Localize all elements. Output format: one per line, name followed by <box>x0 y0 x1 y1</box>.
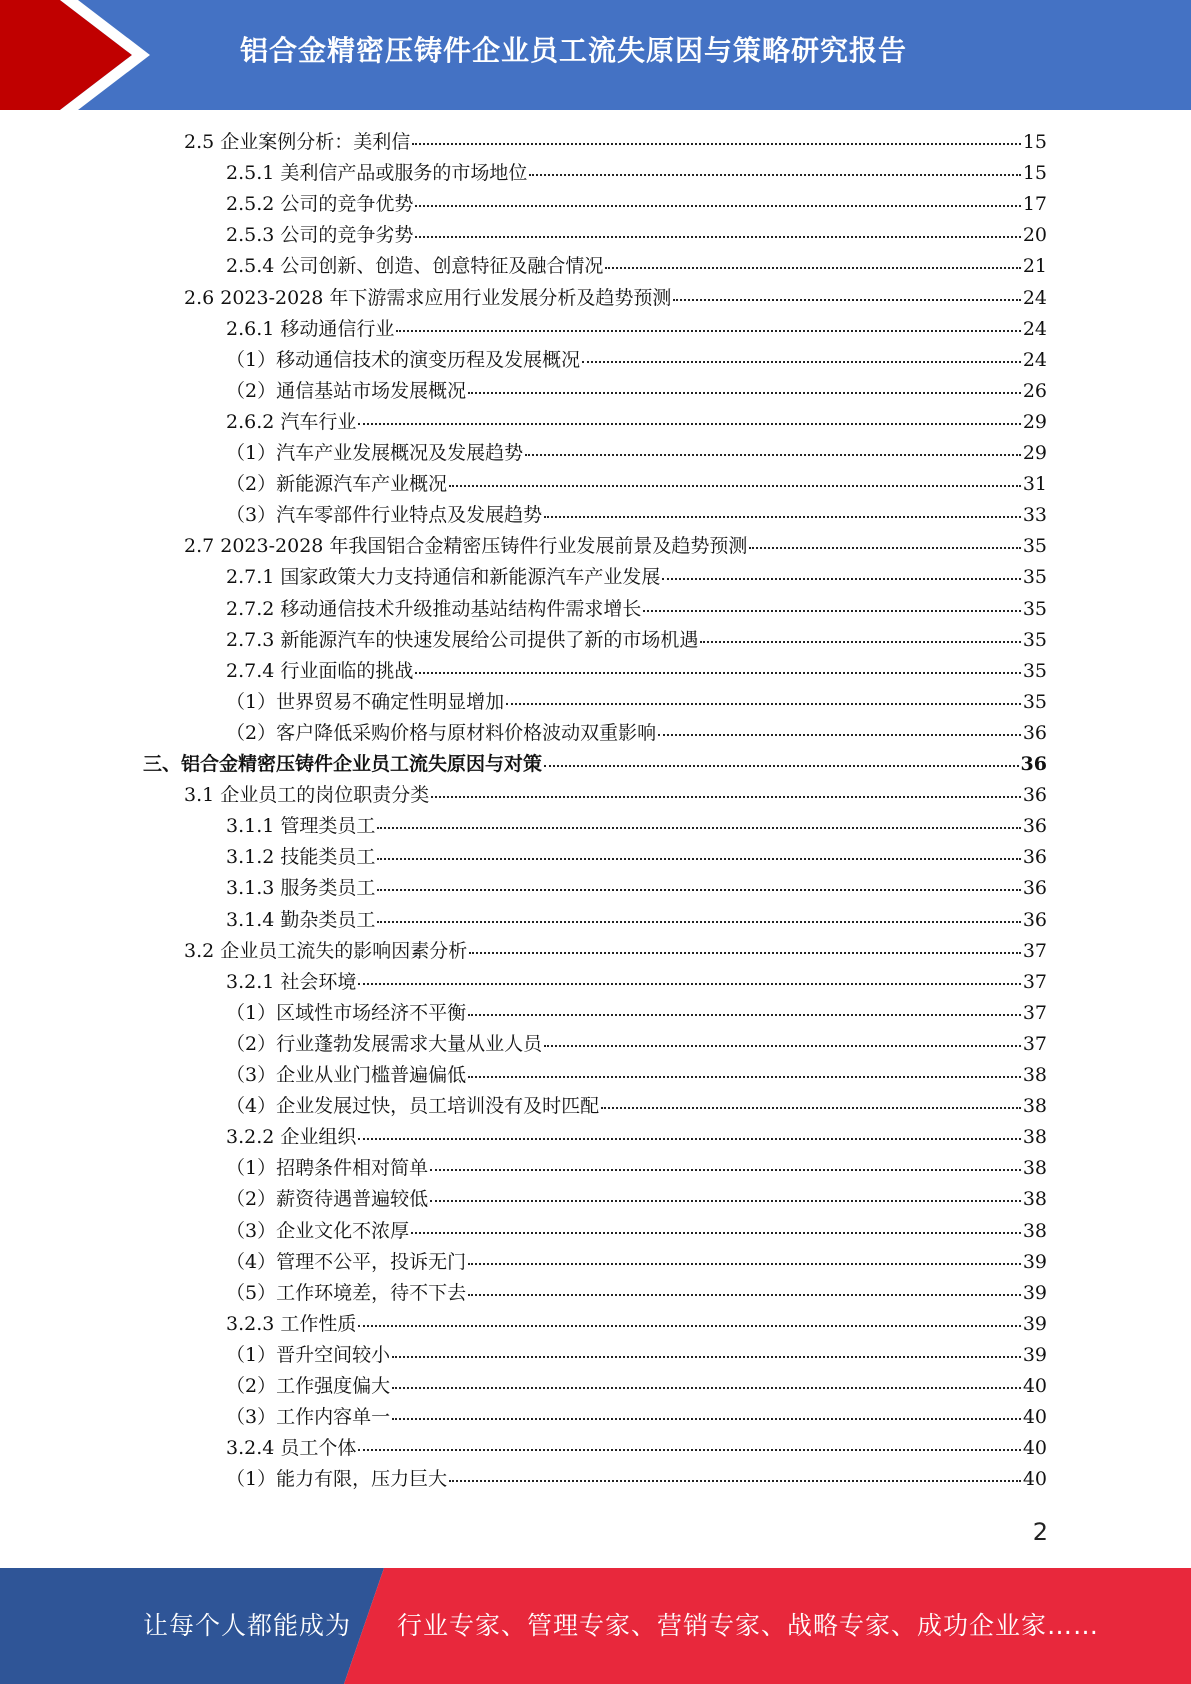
toc-entry-page: 39 <box>1022 1343 1047 1366</box>
toc-dot-leader <box>468 388 1021 394</box>
toc-dot-leader <box>415 201 1020 207</box>
toc-dot-leader <box>469 948 1021 954</box>
toc-entry-page: 31 <box>1022 473 1047 496</box>
toc-entry-title: 2.5.4 公司创新、创造、创意特征及融合情况 <box>226 255 604 278</box>
toc-dot-leader <box>605 263 1020 269</box>
toc-dot-leader <box>377 823 1020 829</box>
toc-entry-title: 2.6.1 移动通信行业 <box>226 317 395 340</box>
toc-entry-page: 40 <box>1022 1406 1047 1429</box>
toc-entry-title: 2.5 企业案例分析：美利信 <box>184 131 411 153</box>
toc-entry[interactable] <box>143 749 1047 776</box>
toc-entry[interactable] <box>226 967 1047 994</box>
toc-entry-title: 3.2.2 企业组织 <box>226 1126 357 1149</box>
toc-entry-title: （1）世界贸易不确定性明显增加 <box>226 690 505 713</box>
toc-entry-page: 40 <box>1022 1437 1047 1460</box>
toc-dot-leader <box>377 885 1020 891</box>
toc-entry-page: 40 <box>1022 1375 1047 1397</box>
toc-entry[interactable] <box>226 1122 1047 1149</box>
toc-entry-page: 24 <box>1022 317 1047 340</box>
toc-entry-title: 3.1.4 勤杂类员工 <box>226 908 376 931</box>
toc-dot-leader <box>601 1103 1021 1109</box>
toc-entry-page: 35 <box>1022 690 1047 713</box>
toc-entry-title: （2）新能源汽车产业概况 <box>226 473 448 496</box>
toc-entry-page: 15 <box>1022 162 1047 185</box>
toc-entry-page: 36 <box>1022 908 1047 931</box>
page-header <box>0 0 1191 110</box>
toc-entry[interactable] <box>226 1247 1047 1274</box>
toc-entry[interactable] <box>226 1340 1047 1367</box>
toc-entry-page: 37 <box>1022 1032 1047 1055</box>
toc-entry-title: 2.7.4 行业面临的挑战 <box>226 659 414 682</box>
toc-entry-page: 38 <box>1022 1126 1047 1149</box>
toc-entry[interactable] <box>226 345 1047 372</box>
toc-entry-title: （4）企业发展过快，员工培训没有及时匹配 <box>226 1095 600 1118</box>
toc-entry-page: 36 <box>1022 815 1047 838</box>
toc-entry[interactable] <box>226 594 1047 621</box>
toc-entry-title: （1）晋升空间较小 <box>226 1343 391 1366</box>
footer-slogan-left: 让每个人都能成为 <box>143 1611 352 1640</box>
toc-entry[interactable] <box>226 811 1047 838</box>
toc-entry-title: 3.1.2 技能类员工 <box>226 846 376 869</box>
toc-dot-leader <box>358 1134 1020 1140</box>
toc-entry[interactable] <box>226 251 1047 278</box>
toc-dot-leader <box>449 481 1021 487</box>
toc-entry-title: 2.7.3 新能源汽车的快速发展给公司提供了新的市场机遇 <box>226 628 699 651</box>
toc-entry-page: 35 <box>1022 535 1047 558</box>
toc-entry-page: 36 <box>1022 877 1047 900</box>
toc-entry-title: 3.1.1 管理类员工 <box>226 815 376 838</box>
toc-entry[interactable] <box>226 1402 1047 1429</box>
toc-entry[interactable] <box>226 158 1047 185</box>
toc-dot-leader <box>430 1196 1021 1202</box>
toc-entry-title: 3.2.1 社会环境 <box>226 970 357 993</box>
toc-entry[interactable] <box>226 1091 1047 1118</box>
toc-dot-leader <box>358 419 1020 425</box>
toc-dot-leader <box>658 730 1021 736</box>
toc-entry-title: 2.6.2 汽车行业 <box>226 410 357 433</box>
page-footer <box>0 1568 1191 1684</box>
toc-entry-page: 40 <box>1022 1468 1047 1491</box>
toc-entry-title: 2.5.2 公司的竞争优势 <box>226 193 414 216</box>
toc-entry[interactable] <box>226 469 1047 496</box>
toc-entry-title: （3）工作内容单一 <box>226 1406 391 1429</box>
toc-entry-page: 29 <box>1022 442 1047 464</box>
toc-entry-title: 2.6 2023-2028 年下游需求应用行业发展分析及趋势预测 <box>184 286 672 309</box>
toc-entry-page: 21 <box>1022 255 1047 278</box>
toc-entry[interactable] <box>226 1060 1047 1087</box>
toc-entry-page: 39 <box>1022 1312 1047 1335</box>
toc-entry-page: 39 <box>1022 1281 1047 1304</box>
toc-entry-title: 2.7.2 移动通信技术升级推动基站结构件需求增长 <box>226 597 642 620</box>
toc-dot-leader <box>468 1010 1021 1016</box>
footer-slogan-right: 行业专家、管理专家、营销专家、战略专家、成功企业家…… <box>397 1611 1100 1640</box>
toc-entry[interactable] <box>184 127 1047 154</box>
toc-entry-page: 24 <box>1022 286 1047 309</box>
toc-dot-leader <box>468 1290 1021 1296</box>
toc-entry[interactable] <box>226 1278 1047 1305</box>
toc-entry-title: 2.7.1 国家政策大力支持通信和新能源汽车产业发展 <box>226 566 661 589</box>
toc-dot-leader <box>392 1414 1021 1420</box>
toc-entry-title: 3.1.3 服务类员工 <box>226 877 376 900</box>
toc-entry[interactable] <box>226 625 1047 652</box>
toc-entry-page: 38 <box>1022 1219 1047 1242</box>
toc-dot-leader <box>449 1476 1021 1482</box>
toc-dot-leader <box>544 512 1021 518</box>
toc-entry-page: 38 <box>1022 1188 1047 1211</box>
toc-entry-page: 36 <box>1022 784 1047 807</box>
toc-entry-page: 38 <box>1022 1157 1047 1180</box>
toc-entry[interactable] <box>226 438 1047 465</box>
toc-entry-title: 2.5.3 公司的竞争劣势 <box>226 224 414 247</box>
toc-entry[interactable] <box>226 1309 1047 1336</box>
toc-entry-title: （4）管理不公平，投诉无门 <box>226 1250 467 1273</box>
toc-dot-leader <box>396 326 1020 332</box>
toc-entry-title: （3）企业从业门槛普遍偏低 <box>226 1064 467 1086</box>
toc-dot-leader <box>700 637 1020 643</box>
toc-entry-title: 2.7 2023-2028 年我国铝合金精密压铸件行业发展前景及趋势预测 <box>184 535 748 558</box>
toc-entry[interactable] <box>226 1371 1047 1398</box>
toc-dot-leader <box>377 854 1020 860</box>
toc-entry[interactable] <box>226 376 1047 403</box>
toc-entry[interactable] <box>226 1433 1047 1460</box>
toc-dot-leader <box>415 668 1020 674</box>
toc-dot-leader <box>673 295 1020 301</box>
toc-entry-page: 38 <box>1022 1064 1047 1086</box>
toc-entry[interactable] <box>226 687 1047 714</box>
toc-entry-title: 三、铝合金精密压铸件企业员工流失原因与对策 <box>143 753 543 775</box>
toc-entry-title: （2）薪资待遇普遍较低 <box>226 1188 429 1211</box>
toc-entry-title: （1）能力有限，压力巨大 <box>226 1468 448 1491</box>
toc-entry-page: 35 <box>1022 628 1047 651</box>
toc-dot-leader <box>377 917 1020 923</box>
toc-entry-page: 29 <box>1022 410 1047 433</box>
toc-dot-leader <box>415 232 1020 238</box>
toc-entry-title: 2.5.1 美利信产品或服务的市场地位 <box>226 162 528 185</box>
toc-entry[interactable] <box>226 873 1047 900</box>
toc-entry-page: 17 <box>1022 193 1047 216</box>
toc-entry[interactable] <box>226 905 1047 932</box>
toc-entry[interactable] <box>184 531 1047 558</box>
report-title: 铝合金精密压铸件企业员工流失原因与策略研究报告 <box>240 34 908 67</box>
toc-dot-leader <box>506 699 1021 705</box>
toc-entry[interactable] <box>226 314 1047 341</box>
toc-entry-title: （2）通信基站市场发展概况 <box>226 379 467 402</box>
toc-entry-page: 35 <box>1022 597 1047 620</box>
toc-entry[interactable] <box>226 189 1047 216</box>
toc-entry-page: 20 <box>1022 224 1047 247</box>
toc-entry-title: （5）工作环境差，待不下去 <box>226 1281 467 1304</box>
toc-entry[interactable] <box>226 407 1047 434</box>
toc-dot-leader <box>544 1041 1021 1047</box>
toc-dot-leader <box>430 1165 1021 1171</box>
toc-dot-leader <box>411 1228 1021 1234</box>
toc-entry-page: 36 <box>1020 753 1047 775</box>
toc-dot-leader <box>468 1072 1021 1078</box>
toc-entry[interactable] <box>226 1464 1047 1491</box>
toc-entry[interactable] <box>226 656 1047 683</box>
toc-dot-leader <box>392 1383 1021 1389</box>
toc-entry[interactable] <box>226 1029 1047 1056</box>
toc-entry-page: 33 <box>1022 504 1047 527</box>
toc-entry[interactable] <box>226 1216 1047 1243</box>
toc-dot-leader <box>358 1321 1020 1327</box>
page-number: 2 <box>1032 1518 1048 1546</box>
toc-entry-page: 36 <box>1022 846 1047 869</box>
toc-entry-title: （3）企业文化不浓厚 <box>226 1219 410 1242</box>
toc-dot-leader <box>662 574 1020 580</box>
toc-entry-page: 38 <box>1022 1095 1047 1118</box>
toc-entry-page: 37 <box>1022 970 1047 993</box>
toc-dot-leader <box>468 1259 1021 1265</box>
toc-dot-leader <box>412 139 1021 145</box>
toc-dot-leader <box>544 761 1019 767</box>
toc-dot-leader <box>358 1445 1020 1451</box>
toc-entry-page: 35 <box>1022 566 1047 589</box>
toc-entry[interactable] <box>226 220 1047 247</box>
toc-entry[interactable] <box>226 562 1047 589</box>
toc-entry-page: 37 <box>1022 1001 1047 1024</box>
toc-entry-title: （1）区域性市场经济不平衡 <box>226 1001 467 1024</box>
toc-entry-page: 37 <box>1022 939 1047 962</box>
toc-entry-title: （3）汽车零部件行业特点及发展趋势 <box>226 504 543 527</box>
toc-dot-leader <box>431 792 1021 798</box>
toc-dot-leader <box>392 1352 1021 1358</box>
toc-dot-leader <box>525 450 1021 456</box>
toc-entry[interactable] <box>226 998 1047 1025</box>
toc-entry-title: （1）移动通信技术的演变历程及发展概况 <box>226 348 581 371</box>
toc-entry-page: 35 <box>1022 659 1047 682</box>
toc-entry-title: 3.2.3 工作性质 <box>226 1312 357 1335</box>
toc-entry-title: （1）招聘条件相对简单 <box>226 1157 429 1180</box>
toc-entry-title: 3.2.4 员工个体 <box>226 1437 357 1460</box>
toc-entry[interactable] <box>184 780 1047 807</box>
toc-entry[interactable] <box>226 1184 1047 1211</box>
toc-entry[interactable] <box>226 842 1047 869</box>
toc-dot-leader <box>749 543 1020 549</box>
toc-entry[interactable] <box>226 718 1047 745</box>
toc-entry-page: 15 <box>1022 131 1047 153</box>
toc-entry[interactable] <box>226 500 1047 527</box>
toc-dot-leader <box>529 170 1020 176</box>
toc-entry-title: 3.2 企业员工流失的影响因素分析 <box>184 939 468 962</box>
toc-entry-title: （2）行业蓬勃发展需求大量从业人员 <box>226 1032 543 1055</box>
toc-entry-page: 26 <box>1022 379 1047 402</box>
toc-entry-title: （1）汽车产业发展概况及发展趋势 <box>226 442 524 464</box>
toc-entry-page: 24 <box>1022 348 1047 371</box>
toc-entry[interactable] <box>226 1153 1047 1180</box>
toc-entry-title: （2）工作强度偏大 <box>226 1375 391 1397</box>
toc-entry[interactable] <box>184 936 1047 963</box>
toc-dot-leader <box>582 357 1021 363</box>
toc-entry[interactable] <box>184 283 1047 310</box>
toc-entry-page: 36 <box>1022 721 1047 744</box>
toc-dot-leader <box>358 979 1020 985</box>
toc-entry-page: 39 <box>1022 1250 1047 1273</box>
toc-entry-title: 3.1 企业员工的岗位职责分类 <box>184 784 430 807</box>
toc-dot-leader <box>643 606 1020 612</box>
toc-entry-title: （2）客户降低采购价格与原材料价格波动双重影响 <box>226 721 657 744</box>
